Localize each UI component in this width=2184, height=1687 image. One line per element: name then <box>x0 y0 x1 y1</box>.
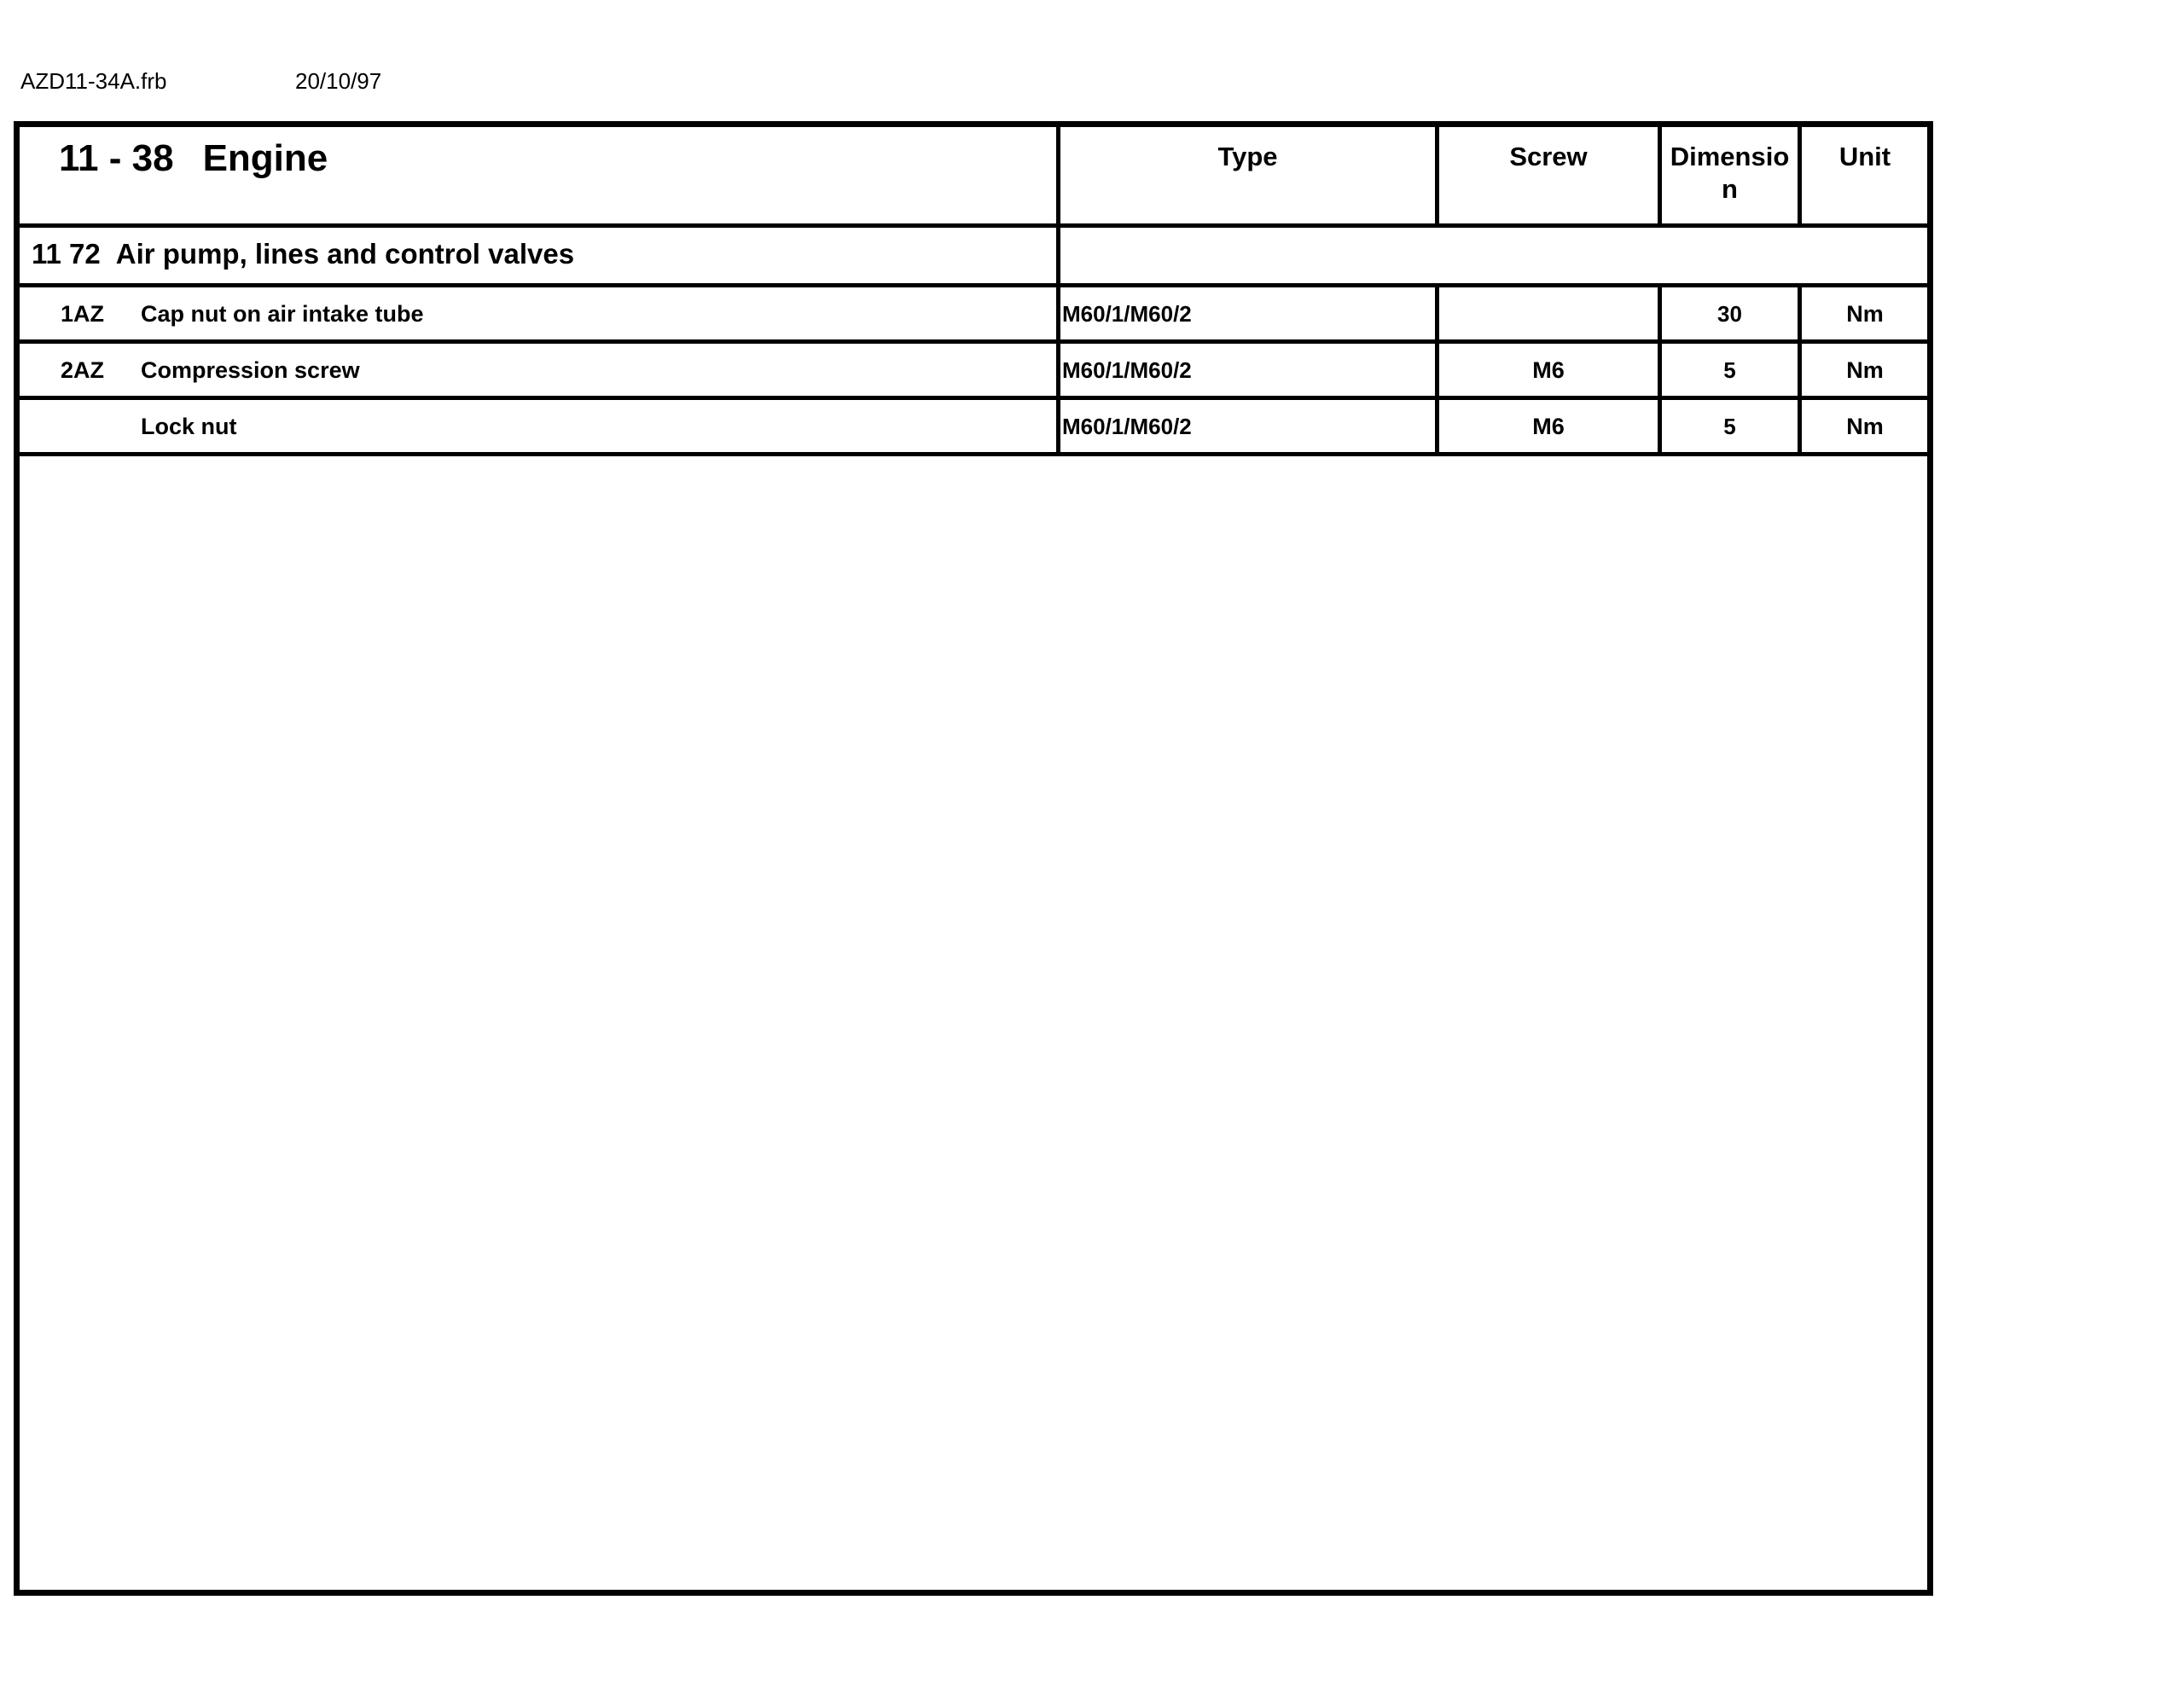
column-header-unit: Unit <box>1838 142 1891 171</box>
torque-table <box>14 121 1933 1596</box>
column-divider <box>1056 287 1060 339</box>
row-description: Compression screw <box>141 357 360 383</box>
row-description: Lock nut <box>141 414 237 439</box>
row-type: M60/1/M60/2 <box>1062 357 1192 383</box>
row-dimension: 5 <box>1723 357 1736 383</box>
section-title <box>59 137 328 223</box>
column-header-screw: Screw <box>1509 142 1588 171</box>
row-screw <box>1439 301 1658 339</box>
column-header-dimension: Dimensio n <box>1670 142 1790 204</box>
group-row <box>20 228 1927 287</box>
row-position <box>61 414 137 452</box>
table-row <box>20 287 1927 344</box>
row-screw: M6 <box>1532 357 1565 383</box>
group-title <box>32 238 574 283</box>
row-unit: Nm <box>1846 357 1884 383</box>
table-row <box>20 400 1927 456</box>
group-code: 11 72 <box>32 238 101 270</box>
row-description: Cap nut on air intake tube <box>141 301 424 327</box>
row-dimension: 5 <box>1723 414 1736 439</box>
column-divider <box>1056 400 1060 452</box>
column-header-type: Type <box>1217 142 1278 171</box>
row-unit: Nm <box>1846 301 1884 327</box>
row-position: 2AZ <box>61 357 105 383</box>
document-header <box>20 68 382 95</box>
group-name: Air pump, lines and control valves <box>115 238 575 270</box>
row-type: M60/1/M60/2 <box>1062 301 1192 327</box>
row-dimension: 30 <box>1717 301 1742 327</box>
table-header-row <box>20 127 1927 228</box>
row-unit: Nm <box>1846 414 1884 439</box>
document-date: 20/10/97 <box>295 68 382 94</box>
file-name: AZD11-34A.frb <box>20 68 167 94</box>
row-position: 1AZ <box>61 301 105 327</box>
column-divider <box>1056 228 1060 283</box>
column-divider <box>1056 344 1060 396</box>
row-type: M60/1/M60/2 <box>1062 414 1192 439</box>
section-code: 11 - 38 <box>59 137 174 179</box>
table-row <box>20 344 1927 400</box>
row-screw: M6 <box>1532 414 1565 439</box>
section-name: Engine <box>202 137 328 179</box>
